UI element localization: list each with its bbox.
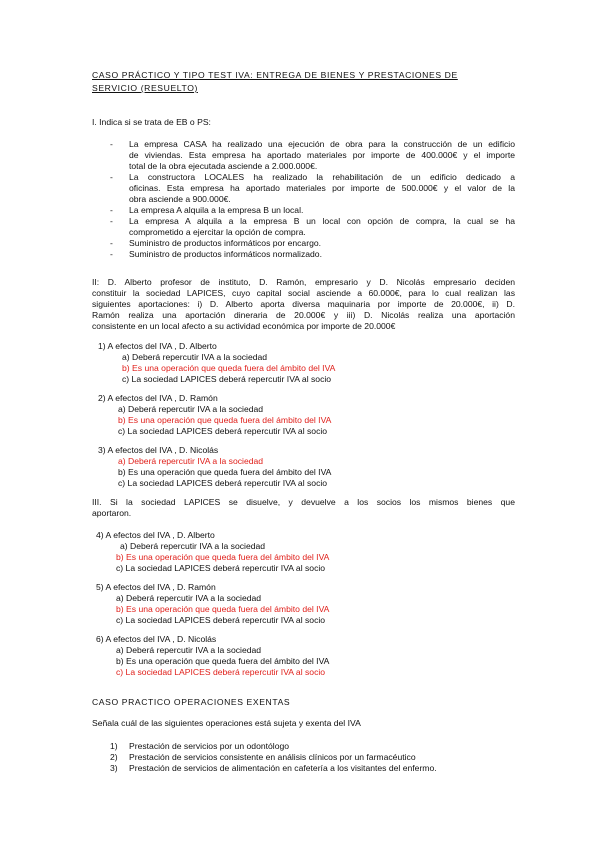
question-6-option-c-answer: c) La sociedad LAPICES deberá repercutir IVA al socio bbox=[116, 667, 326, 677]
paragraph-line: siguientes aportaciones: i) D. Alberto aporta diversa maquinaria por importe de 20.000€, ii) D. bbox=[92, 299, 515, 309]
question-3-option-a-answer: a) Deberá repercutir IVA a la sociedad bbox=[118, 456, 264, 466]
list-item-number: 3) bbox=[110, 763, 118, 773]
list-item-line: La empresa A alquila a la empresa B un local. bbox=[129, 205, 304, 215]
document-title-line-1: CASO PRÁCTICO Y TIPO TEST IVA: ENTREGA DE BIENES Y PRESTACIONES DE bbox=[92, 70, 458, 80]
section-3-intro-line-1: III. Si la sociedad LAPICES se disuelve, y devuelve a los socios los mismos bienes que bbox=[92, 497, 515, 507]
question-1-option-b-answer: b) Es una operación que queda fuera del ámbito del IVA bbox=[122, 363, 336, 373]
paragraph-line: Ramón realiza una aportación dineraria de 20.000€ y iii) D. Nicolás realiza una aportación bbox=[92, 310, 515, 320]
question-4-option-a: a) Deberá repercutir IVA a la sociedad bbox=[120, 541, 266, 551]
question-5-label: 5) A efectos del IVA , D. Ramón bbox=[96, 582, 216, 592]
section-4-heading: CASO PRACTICO OPERACIONES EXENTAS bbox=[92, 697, 291, 707]
section-4-question: Señala cuál de las siguientes operaciones está sujeta y exenta del IVA bbox=[92, 718, 361, 728]
question-2-option-a: a) Deberá repercutir IVA a la sociedad bbox=[118, 404, 264, 414]
list-bullet: - bbox=[110, 216, 113, 226]
paragraph-line: constituir la sociedad LAPICES, cuyo capital social asciende a 60.000€, para lo cual realizan las bbox=[92, 288, 515, 298]
section-1-heading: I. Indica si se trata de EB o PS: bbox=[92, 117, 211, 127]
question-1-option-c: c) La sociedad LAPICES deberá repercutir IVA al socio bbox=[122, 374, 332, 384]
question-2-option-c: c) La sociedad LAPICES deberá repercutir IVA al socio bbox=[118, 426, 328, 436]
question-3-option-b: b) Es una operación que queda fuera del ámbito del IVA bbox=[118, 467, 332, 477]
question-5-option-c: c) La sociedad LAPICES deberá repercutir IVA al socio bbox=[116, 615, 326, 625]
list-item-line: Suministro de productos informáticos por encargo. bbox=[129, 238, 322, 248]
list-item-line: de viviendas. Esta empresa ha aportado materiales por importe de 400.000€ y el importe bbox=[129, 150, 515, 160]
list-item-line: Suministro de productos informáticos normalizado. bbox=[129, 249, 322, 259]
document-title-line-2: SERVICIO (RESUELTO) bbox=[92, 83, 198, 93]
question-1-option-a: a) Deberá repercutir IVA a la sociedad bbox=[122, 352, 268, 362]
list-item: Prestación de servicios por un odontólogo bbox=[129, 741, 290, 751]
list-item: Prestación de servicios de alimentación en cafetería a los visitantes del enfermo. bbox=[129, 763, 437, 773]
list-item-line: comprometido a ejercitar la opción de compra. bbox=[129, 227, 306, 237]
list-item-number: 2) bbox=[110, 752, 118, 762]
question-6-option-b: b) Es una operación que queda fuera del ámbito del IVA bbox=[116, 656, 330, 666]
list-bullet: - bbox=[110, 205, 113, 215]
list-item-line: oficinas. Esta empresa ha aportado materiales por importe de 500.000€ y el valor de la bbox=[129, 183, 515, 193]
question-5-option-a: a) Deberá repercutir IVA a la sociedad bbox=[116, 593, 262, 603]
question-2-option-b-answer: b) Es una operación que queda fuera del ámbito del IVA bbox=[118, 415, 332, 425]
list-item-line: La empresa A alquila a la empresa B un local con opción de compra, la cual se ha bbox=[129, 216, 515, 226]
list-bullet: - bbox=[110, 249, 113, 259]
question-1-label: 1) A efectos del IVA , D. Alberto bbox=[98, 341, 217, 351]
question-4-option-c: c) La sociedad LAPICES deberá repercutir IVA al socio bbox=[116, 563, 326, 573]
paragraph-line: II: D. Alberto profesor de instituto, D. Ramón, empresario y D. Nicolás empresario deciden bbox=[92, 277, 515, 287]
list-item: Prestación de servicios consistente en análisis clínicos por un farmacéutico bbox=[129, 752, 416, 762]
question-3-label: 3) A efectos del IVA , D. Nicolás bbox=[98, 445, 219, 455]
question-3-option-c: c) La sociedad LAPICES deberá repercutir IVA al socio bbox=[118, 478, 328, 488]
list-item-line: La empresa CASA ha realizado una ejecución de obra para la construcción de un edificio bbox=[129, 139, 515, 149]
list-item-line: La constructora LOCALES ha realizado la rehabilitación de un edificio dedicado a bbox=[129, 172, 515, 182]
list-bullet: - bbox=[110, 238, 113, 248]
paragraph-line: consistente en un local afecto a su actividad económica por importe de 20.000€ bbox=[92, 321, 396, 331]
question-5-option-b-answer: b) Es una operación que queda fuera del ámbito del IVA bbox=[116, 604, 330, 614]
list-item-line: obra asciende a 900.000€. bbox=[129, 194, 231, 204]
list-bullet: - bbox=[110, 139, 113, 149]
question-2-label: 2) A efectos del IVA , D. Ramón bbox=[98, 393, 218, 403]
list-bullet: - bbox=[110, 172, 113, 182]
question-4-label: 4) A efectos del IVA , D. Alberto bbox=[96, 530, 215, 540]
question-6-option-a: a) Deberá repercutir IVA a la sociedad bbox=[116, 645, 262, 655]
list-item-line: total de la obra ejecutada asciende a 2.000.000€. bbox=[129, 161, 318, 171]
list-item-number: 1) bbox=[110, 741, 118, 751]
section-3-intro-line-2: aportaron. bbox=[92, 508, 132, 518]
question-6-label: 6) A efectos del IVA , D. Nicolás bbox=[96, 634, 217, 644]
question-4-option-b-answer: b) Es una operación que queda fuera del ámbito del IVA bbox=[116, 552, 330, 562]
